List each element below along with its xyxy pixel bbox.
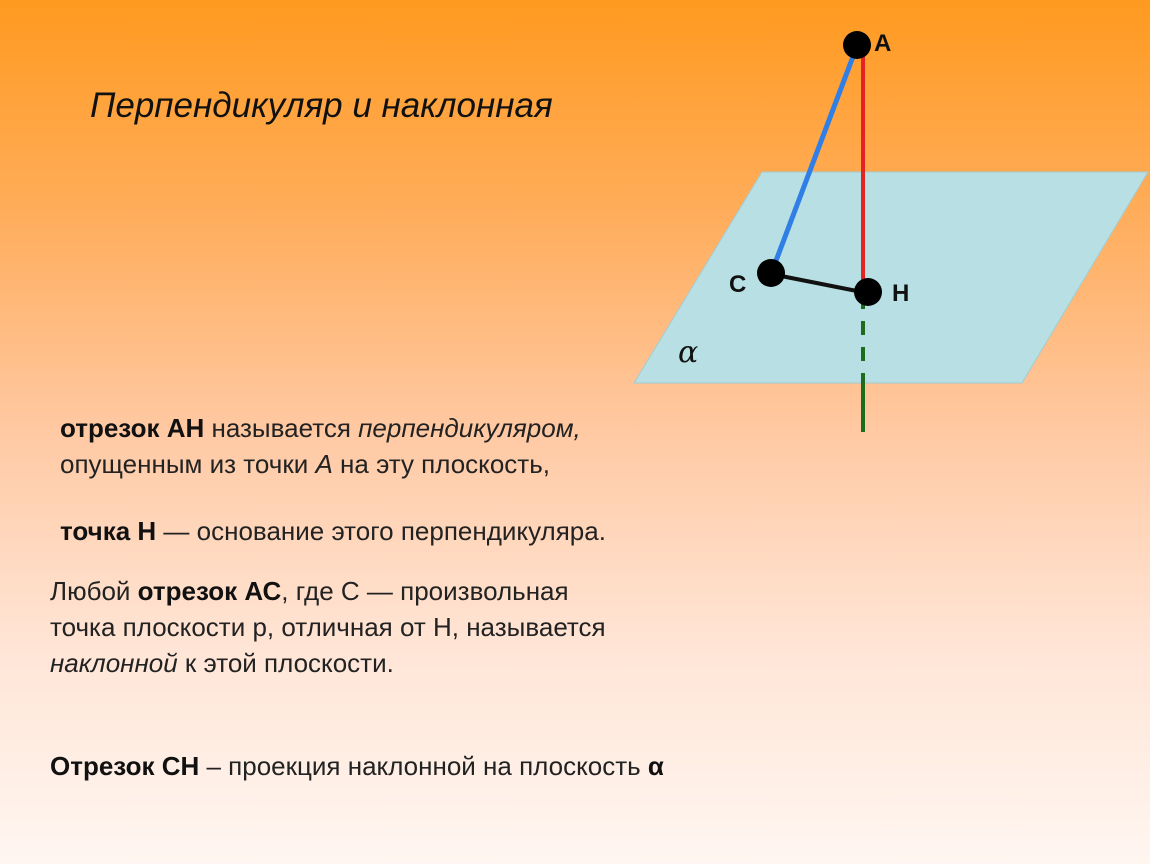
label-alpha: α — [678, 335, 699, 370]
paragraph-base: точка Н — основание этого перпендикуляра. — [60, 516, 606, 546]
paragraph-inclined — [50, 573, 606, 681]
term-point-H: точка Н — [60, 516, 157, 546]
paragraph-inclined-line2: точка плоскости р, отличная от Н, называется — [50, 612, 606, 642]
term-segment-CH: Отрезок СН — [50, 751, 200, 781]
term-alpha: α — [647, 751, 664, 781]
term-segment-AH: отрезок АН — [60, 413, 205, 443]
plane-alpha — [634, 172, 1148, 383]
label-A: A — [874, 30, 892, 57]
paragraph-projection: Отрезок СН – проекция наклонной на плоскость α — [50, 751, 664, 781]
paragraph-inclined-line1: Любой отрезок АС, где С — произвольная — [50, 576, 569, 606]
paragraph-perpendicular-line2: опущенным из точки А на эту плоскость, — [60, 449, 550, 479]
point-C — [757, 259, 785, 287]
paragraph-inclined-line3: наклонной к этой плоскости. — [50, 648, 394, 678]
point-A — [843, 31, 871, 59]
paragraph-perpendicular — [60, 410, 581, 482]
label-C: C — [729, 271, 747, 298]
term-inclined: наклонной — [50, 648, 178, 678]
slide-title: Перпендикуляр и наклонная — [90, 86, 553, 125]
point-H — [854, 278, 882, 306]
label-H: H — [892, 280, 910, 307]
term-perpendicular: перпендикуляром, — [358, 413, 581, 443]
paragraph-perpendicular-line1: отрезок АН называется перпендикуляром, — [60, 413, 581, 443]
term-segment-AC: отрезок АС — [137, 576, 282, 606]
